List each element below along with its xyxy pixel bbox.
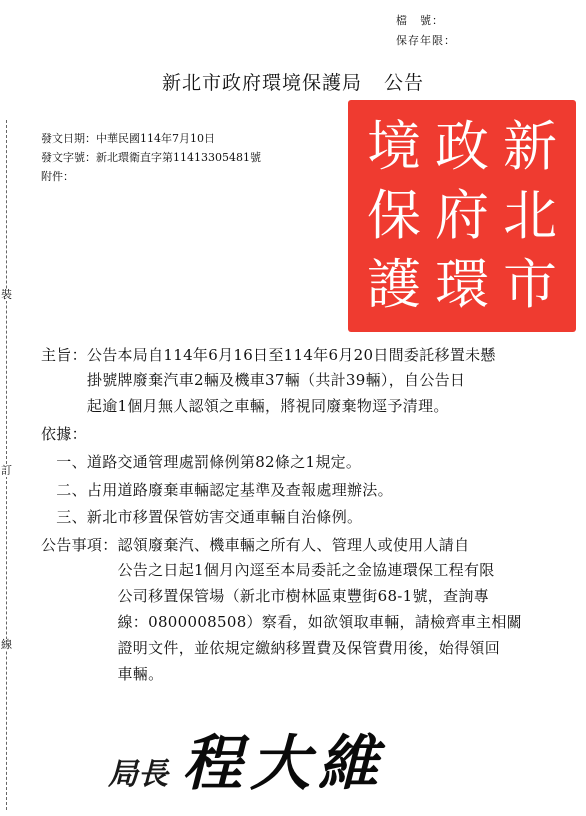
seal-char: 環 [435,253,489,317]
binding-label-line: 線 [1,638,12,651]
basis-item: 一、道路交通管理處罰條例第82條之1規定。 [41,453,362,471]
seal-char: 府 [435,183,489,247]
binding-label-bind: 裝 [1,288,12,301]
notice-line: 公告之日起1個月內逕至本局委託之金協連環保工程有限 [41,561,495,579]
issue-date: 發文日期：中華民國114年7月10日 [41,132,215,145]
subject-line: 起逾1個月無人認領之車輛，將視同廢棄物逕予清理。 [41,397,449,415]
signature-name: 程大維 [182,729,386,799]
page-title [0,68,586,95]
basis-item: 三、新北市移置保管妨害交通車輛自治條例。 [41,508,363,526]
basis-heading: 依據： [41,425,87,443]
notice-line: 線：0800008508）察看，如欲領取車輛，請檢齊車主相關 [41,613,522,631]
seal-char: 北 [503,183,557,247]
notice-line: 車輛。 [41,665,164,683]
attachment-label: 附件： [41,170,74,183]
archive-number-label: 檔 號： [396,14,444,27]
subject-line: 主旨：公告本局自114年6月16日至114年6月20日間委託移置未懸 [41,346,496,364]
basis-item: 二、占用道路廢棄車輛認定基準及查報處理辦法。 [41,481,393,499]
seal-char: 護 [367,253,421,317]
signature-title: 局長 [108,757,168,792]
seal-char: 境 [367,114,421,178]
document-type: 公告 [384,72,425,94]
director-signature [108,716,386,802]
document-number: 發文字號：新北環衛直字第11413305481號 [41,151,261,164]
notice-line: 公司移置保管場（新北市樹林區東豐街68-1號，查詢專 [41,587,490,605]
subject-line: 掛號牌廢棄汽車2輛及機車37輛（共計39輛），自公告日 [41,371,466,389]
seal-char: 新 [503,114,557,178]
notice-line: 公告事項：認領廢棄汽、機車輛之所有人、管理人或使用人請自 [41,536,470,554]
agency-name: 新北市政府環境保護局 [161,72,362,94]
binding-label-staple: 訂 [1,464,12,477]
seal-char: 市 [503,253,557,317]
notice-line: 證明文件，並依規定繳納移置費及保管費用後，始得領回 [41,639,501,657]
seal-characters [360,112,564,320]
seal-char: 政 [435,114,489,178]
retention-period-label: 保存年限： [396,34,456,47]
seal-char: 保 [367,183,421,247]
official-seal [348,100,576,332]
